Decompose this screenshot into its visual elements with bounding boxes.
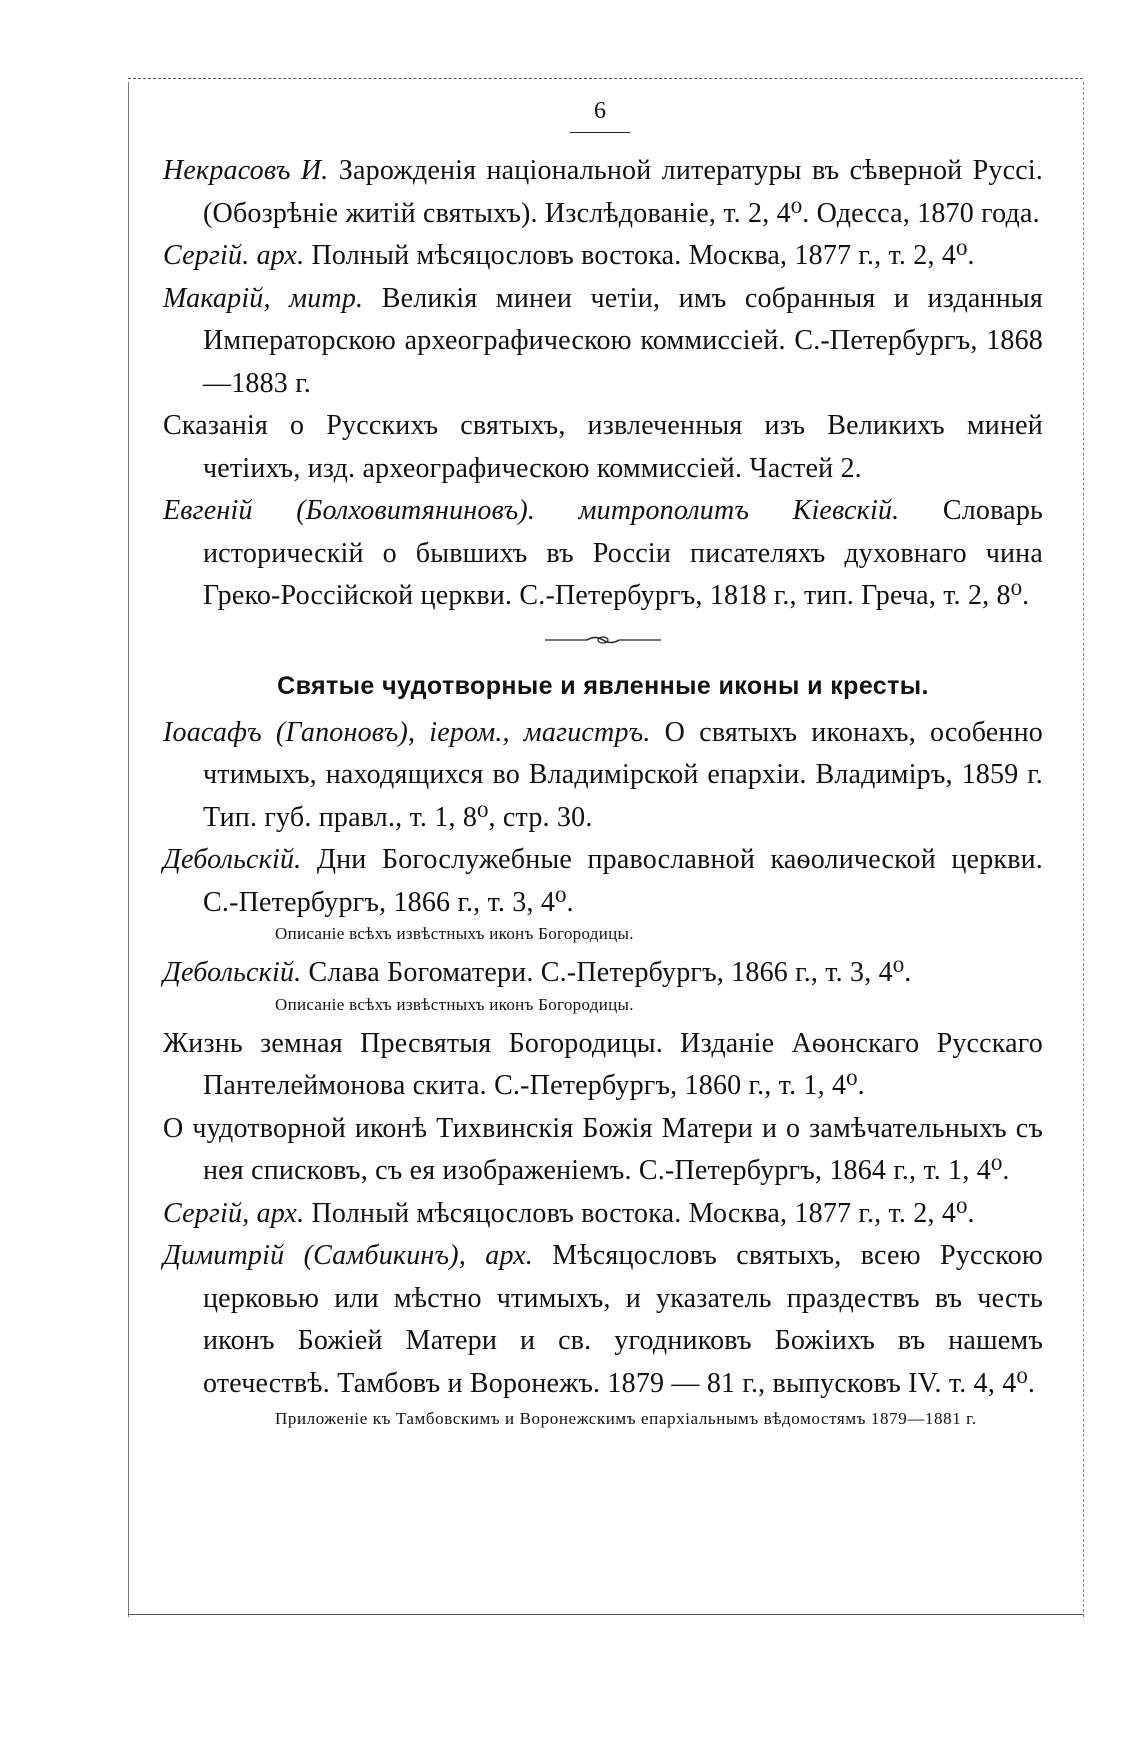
bib-author: Некрасовъ И. (163, 155, 329, 186)
bib-text: Мѣсяцословъ святыхъ, всею Русскою церковью или мѣстно чтимыхъ, и указатель праздествъ въ честь иконъ Божіей Матери и св. угодниковъ Божіихъ въ нашемъ отечествѣ. Тамбовъ и Воронежъ. 1879 — 81 г., выпусковъ IV. т. 4, 4⁰. (203, 1240, 1043, 1399)
bib-entry (163, 150, 1043, 235)
bib-text: Полный мѣсяцословъ востока. Москва, 1877 г., т. 2, 4⁰. (304, 1197, 975, 1229)
page-frame-right (1083, 82, 1084, 1617)
page-frame-bottom (128, 1614, 1083, 1615)
bib-note: Описаніе всѣхъ извѣстныхъ иконъ Богородицы. (275, 924, 634, 943)
bib-note: Описаніе всѣхъ извѣстныхъ иконъ Богородицы. (275, 994, 634, 1014)
bib-entry (163, 839, 1043, 924)
section-divider-ornament (163, 620, 1043, 660)
bib-entry (163, 1023, 1043, 1108)
bib-text: Сказанія о Русскихъ святыхъ, извлеченныя изъ Великихъ миней четіихъ, изд. археографическою коммиссіей. Частей 2. (163, 410, 1043, 484)
bib-author: Макарій, митр. (163, 282, 364, 314)
bib-text: Дни Богослужебные православной каѳолической церкви. С.-Петербургъ, 1866 г., т. 3, 4⁰. (203, 844, 1043, 918)
bib-author: Димитрій (Самбикинъ), арх. (163, 1240, 533, 1271)
bib-text: Словарь историческій о бывшихъ въ Россіи писателяхъ духовнаго чина Греко-Россійской церкви. С.-Петербургъ, 1818 г., тип. Греча, т. 2, 8⁰. (203, 495, 1043, 611)
bib-text: О чудотворной иконѣ Тихвинскія Божія Матери и о замѣчательныхъ съ нея списковъ, съ ея изображеніемъ. С.-Петербургъ, 1864 г., т. 1, 4⁰. (163, 1112, 1043, 1186)
bib-author: Сергій, арх. (163, 1197, 305, 1229)
bib-entry (163, 235, 1043, 278)
page-frame-top (128, 78, 1083, 79)
bib-author: Іоасафъ (Гапоновъ), іером., магистръ. (163, 716, 651, 748)
page-frame-left (128, 82, 129, 1617)
page-number: 6 (594, 98, 606, 124)
bib-entry (163, 952, 1043, 995)
section-heading: Святые чудотворные и явленные иконы и кресты. (277, 671, 929, 700)
bib-entry (163, 1108, 1043, 1193)
bib-entry (163, 1235, 1043, 1405)
bib-text: Жизнь земная Пресвятыя Богородицы. Изданіе Аѳонскаго Русскаго Пантелеймонова скита. С.-Петербургъ, 1860 г., т. 1, 4⁰. (163, 1027, 1043, 1101)
bib-text: О святыхъ иконахъ, особенно чтимыхъ, находящихся во Владимірской епархіи. Владиміръ, 1859 г. Тип. губ. правл., т. 1, 8⁰, стр. 30. (203, 716, 1043, 833)
bib-text: Зарожденія національной литературы въ сѣверной Руссi. (Обозрѣніе житій святыхъ). Изслѣдованіе, т. 2, 4⁰. Одесса, 1870 года. (203, 155, 1044, 229)
bib-author: Сергій. арх. (163, 240, 305, 271)
bib-text: Полный мѣсяцословъ востока. Москва, 1877 г., т. 2, 4⁰. (304, 240, 975, 271)
bib-author: Евгеній (Болховитяниновъ). митрополитъ Кіевскій. (163, 495, 900, 526)
bib-text: Слава Богоматери. С.-Петербургъ, 1866 г., т. 3, 4⁰. (301, 957, 912, 988)
bib-author: Дебольскій. (163, 957, 302, 988)
page-content (163, 150, 1043, 1433)
bib-entry (163, 278, 1043, 406)
bib-entry (163, 712, 1043, 840)
bib-note: Приложеніе къ Тамбовскимъ и Воронежскимъ епархіальнымъ вѣдомостямъ 1879—1881 г. (275, 1409, 977, 1428)
bib-entry (163, 405, 1043, 490)
bib-text: Великія минеи четіи, имъ собранныя и изданныя Императорскою археографическою коммиссіей. С.-Петербургъ, 1868—1883 г. (203, 282, 1044, 399)
bib-author: Дебольскій. (163, 844, 302, 875)
page-number-rule (570, 132, 630, 133)
bib-entry (163, 490, 1043, 618)
bib-entry (163, 1193, 1043, 1236)
